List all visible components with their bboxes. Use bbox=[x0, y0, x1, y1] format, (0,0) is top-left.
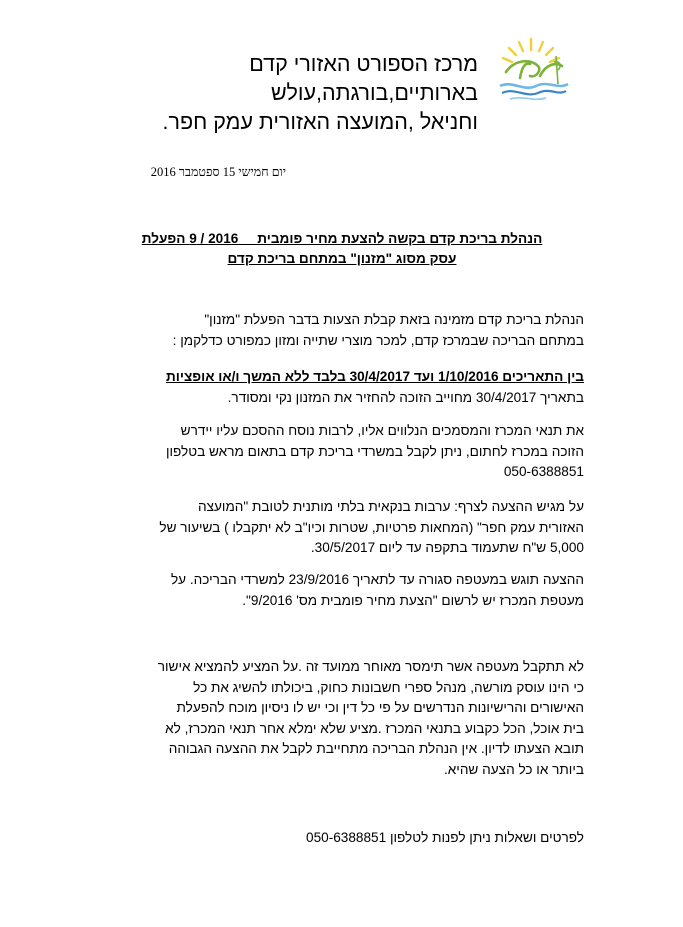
paragraph-submission bbox=[100, 570, 584, 611]
paragraph-line: 050-6388851 bbox=[503, 464, 584, 479]
contact-line: לפרטים ושאלות ניתן לפנות לטלפון 050-6388851 bbox=[306, 830, 584, 845]
paragraph-guarantee bbox=[100, 497, 584, 559]
dates-bold-line: בין התאריכים 1/10/2016 ועד 30/4/2017 בלבד ללא המשך ו/או אופציות bbox=[166, 369, 584, 384]
paragraph-line: בתאריך 30/4/2017 מחוייב הזוכה להחזיר את המזנון נקי ומסודר. bbox=[227, 389, 584, 405]
org-name-line-2: וחניאל ,המועצה האזורית עמק חפר. bbox=[162, 110, 478, 134]
paragraph-line: את תנאי המכרז והמסמכים הנלווים אליו, לרבות נוסח ההסכם עליו יידרש bbox=[180, 423, 584, 438]
paragraph-dates bbox=[100, 367, 584, 408]
paragraph-line: ביותר או כל הצעה שהיא. bbox=[443, 761, 584, 777]
organization-header bbox=[100, 50, 478, 137]
paragraph-line: כי הינו עוסק מורשה, מנהל ספרי חשבונות כחוק, ביכולתו להשיג את כל bbox=[193, 679, 584, 695]
document-date: יום חמישי 15 ספטמבר 2016 bbox=[150, 165, 286, 179]
paragraph-contact bbox=[100, 828, 584, 849]
paragraph-line: לא תתקבל מעטפה אשר תימסר מאוחר ממועד זה .על המציע להמציא אישור bbox=[157, 659, 584, 674]
paragraph-conditions bbox=[100, 657, 584, 780]
paragraph-line: בית אוכל, הכל כקבוע בתנאי המכרז .מציע שלא ימלא אחר תנאי המכרז, לא bbox=[165, 720, 584, 736]
paragraph-line: ההצעה תוגש במעטפה סגורה עד לתאריך 23/9/2016 למשרדי הבריכה. על bbox=[170, 572, 584, 587]
paragraph-invitation bbox=[100, 310, 584, 351]
kedem-logo-icon bbox=[496, 36, 570, 102]
paragraph-line: הנהלת בריכת קדם מזמינה בזאת קבלת הצעות בדבר הפעלת "מזנון" bbox=[204, 312, 584, 327]
paragraph-line: הזוכה במכרז לחתום, ניתן לקבל במשרדי בריכת קדם בתאום מראש בטלפון bbox=[165, 443, 584, 459]
paragraph-line: האישורים והרישיונות הנדרשים על פי כל דין וכי יש לו ניסיון מוכח להפעלת bbox=[176, 700, 584, 715]
paragraph-terms bbox=[100, 421, 584, 483]
paragraph-line: האזורית עמק חפר" (המחאות פרטיות, שטרות וכיו"ב לא יתקבלו ) בשיעור של bbox=[159, 519, 584, 535]
document-title bbox=[100, 229, 584, 269]
paragraph-line: על מגיש ההצעה לצרף: ערבות בנקאית בלתי מותנית לטובת "המועצה bbox=[198, 499, 584, 514]
paragraph-line: במתחם הבריכה שבמרכז קדם, למכר מוצרי שתייה ומזון כמפורט כדלקמן : bbox=[172, 332, 584, 348]
title-line-1: הנהלת בריכת קדם בקשה להצעת מחיר פומבית __2016 / 9 הפעלת bbox=[141, 231, 543, 246]
org-name-line-1: מרכז הספורט האזורי קדם בארותיים,בורגתה,עולש bbox=[249, 52, 478, 105]
title-line-2: עסק מסוג "מזנון" במתחם בריכת קדם bbox=[227, 251, 457, 266]
paragraph-line: מעטפת המכרז יש לרשום "הצעת מחיר פומבית מס' 9/2016". bbox=[242, 592, 584, 608]
paragraph-line: תובא הצעתו לדיון. אין הנהלת הבריכה מתחייבת לקבל את ההצעה הגבוהה bbox=[168, 741, 584, 756]
paragraph-line: 5,000 ש"ח שתעמוד בתקפה עד ליום 30/5/2017. bbox=[310, 540, 584, 555]
